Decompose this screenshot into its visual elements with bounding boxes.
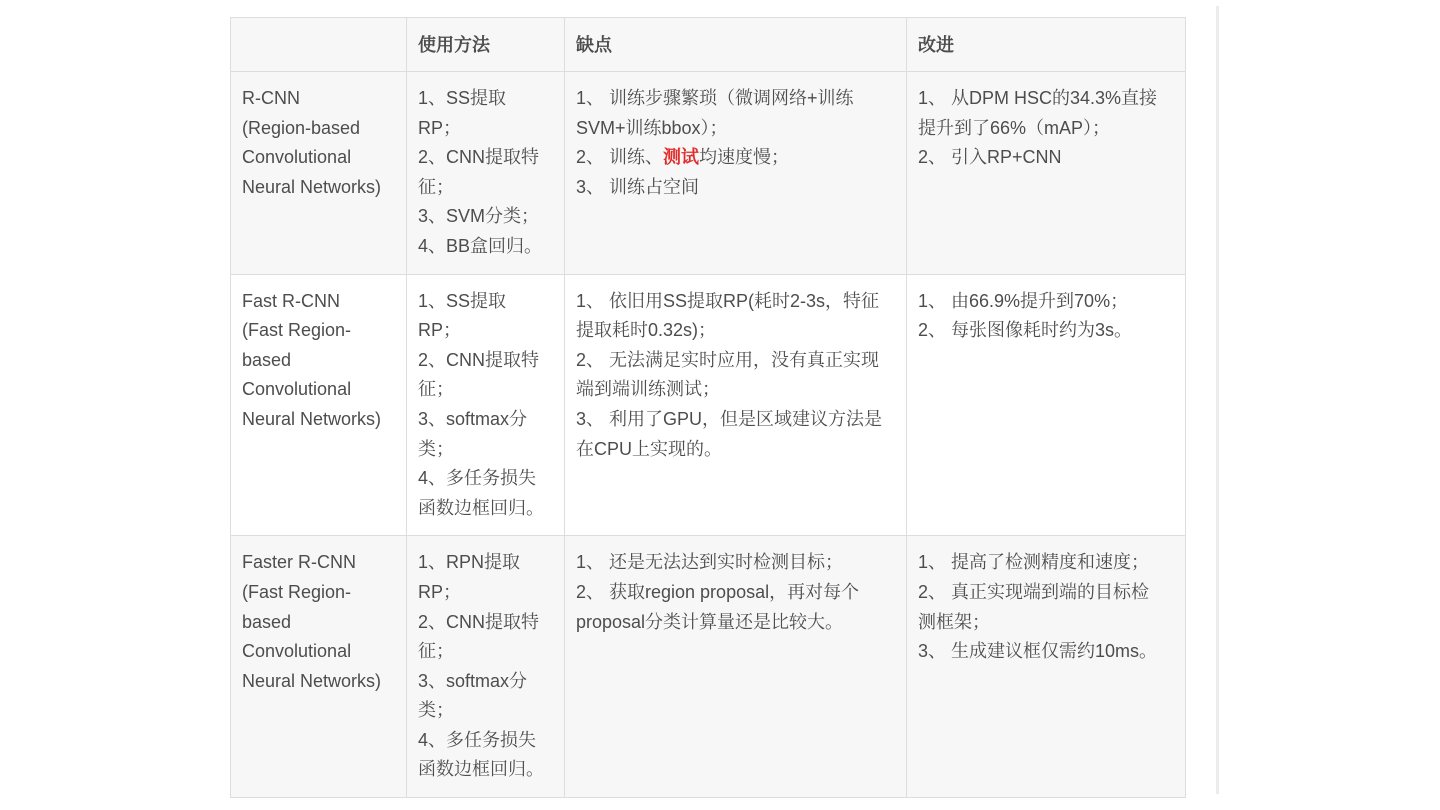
improvement-cell <box>907 72 1186 275</box>
rcnn-comparison-table <box>230 17 1186 798</box>
header-improvement: 改进 <box>907 18 1186 72</box>
table-header-row <box>231 18 1186 72</box>
cons-cell <box>565 72 907 275</box>
improvement-line: 提升到了66%（mAP）； <box>918 117 1111 138</box>
table-row-faster-rcnn <box>231 536 1186 798</box>
method-line: 4、BB盒回归。 <box>418 235 543 256</box>
method-line: 征； <box>418 176 454 197</box>
method-cell <box>407 274 565 536</box>
method-line: 征； <box>418 379 454 400</box>
model-name-line: (Fast Region- <box>242 320 352 341</box>
model-name-line: Convolutional <box>242 147 352 168</box>
header-cons: 缺点 <box>565 18 907 72</box>
model-name-line: Convolutional <box>242 379 352 400</box>
model-name-line: Fast R-CNN <box>242 290 340 311</box>
header-empty-cell <box>231 18 407 72</box>
model-name-line: based <box>242 611 292 632</box>
cons-line: 提取耗时0.32s)； <box>576 320 717 341</box>
method-line: 1、SS提取 <box>418 290 507 311</box>
improvement-line: 2、 真正实现端到端的目标检 <box>918 581 1150 602</box>
method-line: 3、softmax分 <box>418 408 528 429</box>
model-name-line: based <box>242 349 292 370</box>
cons-line: 端到端训练测试； <box>576 379 720 400</box>
cons-line: 1、 还是无法达到实时检测目标； <box>576 552 844 573</box>
improvement-line: 1、 从DPM HSC的34.3%直接 <box>918 88 1158 108</box>
cons-line: 3、 训练占空间 <box>576 176 700 197</box>
cons-line: SVM+训练bbox）； <box>576 117 728 138</box>
method-line: 3、softmax分 <box>418 670 528 691</box>
model-name-line: Faster R-CNN <box>242 552 357 573</box>
method-line: 类； <box>418 700 454 721</box>
improvement-cell <box>907 274 1186 536</box>
improvement-line: 1、 由66.9%提升到70%； <box>918 290 1129 311</box>
page-scroll-divider <box>1216 6 1219 794</box>
method-line: 3、SVM分类； <box>418 206 540 227</box>
cons-line: 在CPU上实现的。 <box>576 438 723 459</box>
model-name-line: (Region-based <box>242 117 361 138</box>
method-line: 2、CNN提取特 <box>418 611 540 632</box>
cons-text: 均速度慢； <box>699 147 790 168</box>
model-name-cell <box>231 72 407 275</box>
cons-line <box>576 143 895 173</box>
improvement-line: 3、 生成建议框仅需约10ms。 <box>918 641 1158 662</box>
method-cell <box>407 72 565 275</box>
improvement-line: 1、 提高了检测精度和速度； <box>918 552 1150 573</box>
cons-line: 2、 无法满足实时应用，没有真正实现 <box>576 349 880 370</box>
model-name-line: R-CNN <box>242 88 300 108</box>
method-line: 函数边框回归。 <box>418 759 544 780</box>
method-line: RP； <box>418 320 462 341</box>
method-line: RP； <box>418 117 462 138</box>
model-name-cell <box>231 536 407 798</box>
method-line: 2、CNN提取特 <box>418 147 540 168</box>
cons-line: 3、 利用了GPU，但是区域建议方法是 <box>576 408 883 429</box>
cons-line: proposal分类计算量还是比较大。 <box>576 611 844 632</box>
cons-line: 1、 训练步骤繁琐（微调网络+训练 <box>576 88 854 108</box>
model-name-line: (Fast Region- <box>242 581 352 602</box>
model-name-cell <box>231 274 407 536</box>
improvement-line: 2、 每张图像耗时约为3s。 <box>918 320 1133 341</box>
cons-line: 1、 依旧用SS提取RP(耗时2-3s，特征 <box>576 290 880 311</box>
improvement-line: 测框架； <box>918 611 990 632</box>
method-line: 4、多任务损失 <box>418 468 537 489</box>
test-link[interactable]: 测试 <box>663 147 700 168</box>
method-line: 2、CNN提取特 <box>418 349 540 370</box>
method-line: 1、RPN提取 <box>418 552 521 573</box>
method-line: 4、多任务损失 <box>418 729 537 750</box>
model-name-line: Neural Networks) <box>242 408 382 429</box>
improvement-cell <box>907 536 1186 798</box>
method-line: 类； <box>418 438 454 459</box>
cons-line: 2、 获取region proposal，再对每个 <box>576 581 860 602</box>
table-row-fast-rcnn <box>231 274 1186 536</box>
model-name-line: Neural Networks) <box>242 670 382 691</box>
method-line: 函数边框回归。 <box>418 497 544 518</box>
method-line: 1、SS提取 <box>418 88 507 108</box>
method-line: RP； <box>418 581 462 602</box>
model-name-line: Neural Networks) <box>242 176 382 197</box>
table-row-rcnn <box>231 72 1186 275</box>
method-cell <box>407 536 565 798</box>
cons-cell <box>565 536 907 798</box>
improvement-line: 2、 引入RP+CNN <box>918 147 1062 168</box>
cons-cell <box>565 274 907 536</box>
header-method: 使用方法 <box>407 18 565 72</box>
model-name-line: Convolutional <box>242 641 352 662</box>
method-line: 征； <box>418 641 454 662</box>
cons-text: 2、 训练、 <box>576 147 664 168</box>
